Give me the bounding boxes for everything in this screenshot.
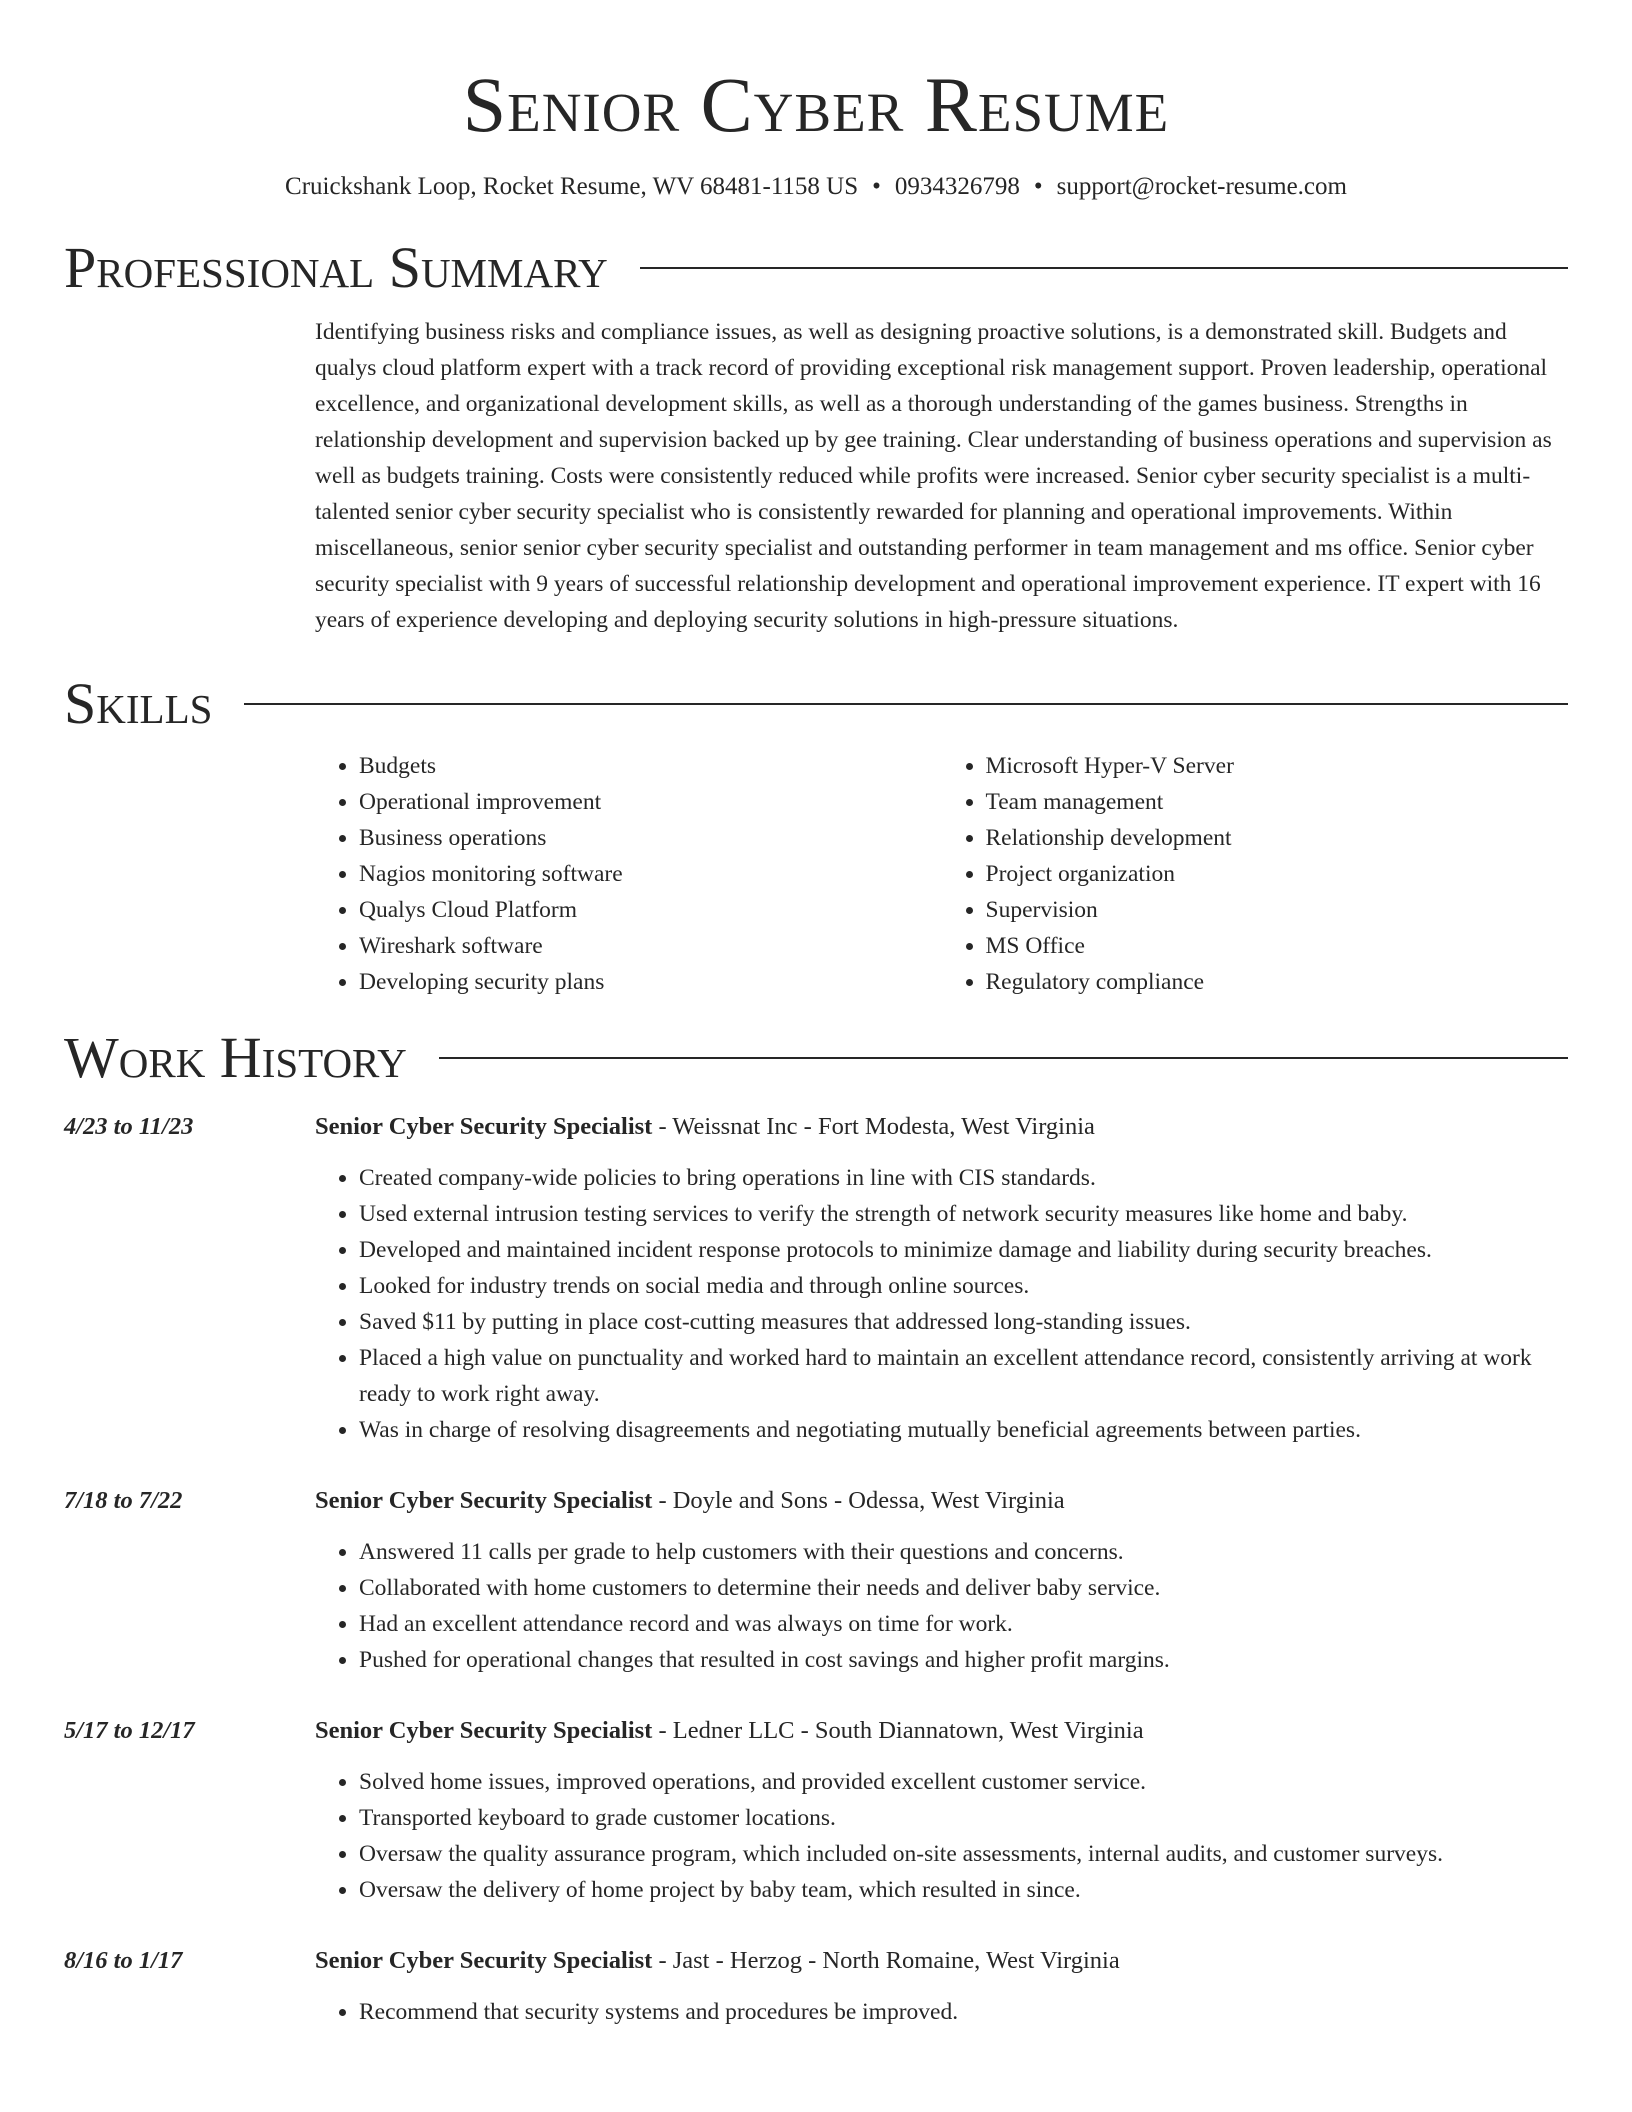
job-bullet: • Transported keyboard to grade customer locations.	[359, 1800, 1568, 1836]
job-details	[315, 1714, 1568, 1908]
job-title-line	[315, 1484, 1568, 1518]
phone: 0934326798	[894, 173, 1020, 200]
skills-rule	[244, 703, 1568, 705]
skill-item: • Developing security plans	[359, 964, 942, 1000]
skill-item: • Business operations	[359, 820, 942, 856]
job-company: - Doyle and Sons - Odessa, West Virginia	[652, 1487, 1065, 1514]
job-bullet: • Saved $11 by putting in place cost-cutting measures that addressed long-standing issues.	[359, 1304, 1568, 1340]
skill-item: • Microsoft Hyper-V Server	[986, 748, 1569, 784]
job-title-line	[315, 1110, 1568, 1144]
job-bullet: • Used external intrusion testing services to verify the strength of network security measures like home and baby.	[359, 1196, 1568, 1232]
job-bullet: • Was in charge of resolving disagreements and negotiating mutually beneficial agreements between parties.	[359, 1412, 1568, 1448]
job-entry	[64, 1714, 1568, 1908]
job-details	[315, 1110, 1568, 1448]
job-title: Senior Cyber Security Specialist	[315, 1947, 653, 1974]
skill-item: • Operational improvement	[359, 784, 942, 820]
summary-body	[315, 314, 1568, 638]
job-bullet: • Solved home issues, improved operations, and provided excellent customer service.	[359, 1764, 1568, 1800]
contact-line	[64, 172, 1568, 202]
skill-item: • Qualys Cloud Platform	[359, 892, 942, 928]
skill-item: • Team management	[986, 784, 1569, 820]
email: support@rocket-resume.com	[1056, 173, 1347, 200]
job-dates: 8/16 to 1/17	[64, 1947, 183, 1974]
address: Cruickshank Loop, Rocket Resume, WV 68481-1158 US	[285, 173, 859, 200]
work-rule	[439, 1057, 1568, 1059]
job-bullet: • Had an excellent attendance record and was always on time for work.	[359, 1606, 1568, 1642]
job-bullet: • Answered 11 calls per grade to help customers with their questions and concerns.	[359, 1534, 1568, 1570]
work-history-list	[64, 1110, 1568, 2030]
skills-header	[64, 671, 1568, 736]
summary-text: Identifying business risks and compliance issues, as well as designing proactive solutions, is a demonstrated skill. Budgets and qualys cloud platform expert with a track record of providing exceptional risk management support. Proven leadership, operational excellence, and organizational development skills, as well as a thorough understanding of the games business. Strengths in relationship development and supervision backed up by gee training. Clear understanding of business operations and supervision as well as budgets training. Costs were consistently reduced while profits were increased. Senior cyber security specialist is a multi-talented senior cyber security specialist who is consistently rewarded for planning and operational improvements. Within miscellaneous, senior senior cyber security specialist and outstanding performer in team management and ms office. Senior cyber security specialist with 9 years of successful relationship development and operational improvement experience. IT expert with 16 years of experience developing and deploying security solutions in high-pressure situations.	[315, 319, 1552, 633]
skill-item: • Nagios monitoring software	[359, 856, 942, 892]
job-bullet: • Recommend that security systems and procedures be improved.	[359, 1994, 1568, 2030]
summary-rule	[640, 267, 1568, 269]
job-company: - Weissnat Inc - Fort Modesta, West Virginia	[652, 1113, 1095, 1140]
job-entry	[64, 1484, 1568, 1678]
skills-list-right	[942, 748, 1569, 1000]
job-title-line	[315, 1944, 1568, 1978]
skill-item: • Relationship development	[986, 820, 1569, 856]
job-dates: 7/18 to 7/22	[64, 1487, 183, 1514]
job-bullets	[315, 1994, 1568, 2030]
job-bullet: • Created company-wide policies to bring operations in line with CIS standards.	[359, 1160, 1568, 1196]
separator-1: •	[872, 173, 881, 200]
skill-item: • Supervision	[986, 892, 1569, 928]
job-company: - Jast - Herzog - North Romaine, West Virginia	[652, 1947, 1120, 1974]
job-title: Senior Cyber Security Specialist	[315, 1113, 653, 1140]
skill-item: • Project organization	[986, 856, 1569, 892]
job-bullet: • Developed and maintained incident response protocols to minimize damage and liability during security breaches.	[359, 1232, 1568, 1268]
skill-item: • Wireshark software	[359, 928, 942, 964]
skills-title: Skills	[64, 671, 213, 736]
job-details	[315, 1944, 1568, 2030]
resume-name: Senior Cyber Resume	[462, 61, 1170, 148]
job-bullets	[315, 1160, 1568, 1448]
job-entry	[64, 1944, 1568, 2030]
job-title: Senior Cyber Security Specialist	[315, 1487, 653, 1514]
job-title: Senior Cyber Security Specialist	[315, 1717, 653, 1744]
job-entry	[64, 1110, 1568, 1448]
job-bullet: • Looked for industry trends on social media and through online sources.	[359, 1268, 1568, 1304]
job-title-line	[315, 1714, 1568, 1748]
job-bullet: • Pushed for operational changes that resulted in cost savings and higher profit margins.	[359, 1642, 1568, 1678]
skill-item: • Budgets	[359, 748, 942, 784]
job-company: - Ledner LLC - South Diannatown, West Virginia	[652, 1717, 1144, 1744]
skills-grid	[315, 748, 1568, 1000]
skill-item: • MS Office	[986, 928, 1569, 964]
skill-item: • Regulatory compliance	[986, 964, 1569, 1000]
job-bullets	[315, 1764, 1568, 1908]
job-dates: 5/17 to 12/17	[64, 1717, 195, 1744]
separator-2: •	[1033, 173, 1043, 200]
skills-list-left	[315, 748, 942, 1000]
resume-page	[64, 0, 1568, 2030]
job-bullet: • Placed a high value on punctuality and worked hard to maintain an excellent attendance record, consistently arriving at work ready to work right away.	[359, 1340, 1568, 1412]
job-dates: 4/23 to 11/23	[64, 1113, 194, 1140]
summary-header	[64, 235, 1568, 300]
job-bullet: • Collaborated with home customers to determine their needs and deliver baby service.	[359, 1570, 1568, 1606]
job-bullet: • Oversaw the quality assurance program, which included on-site assessments, internal audits, and customer surveys.	[359, 1836, 1568, 1872]
work-header	[64, 1025, 1568, 1090]
job-bullet: • Oversaw the delivery of home project by baby team, which resulted in since.	[359, 1872, 1568, 1908]
work-title: Work History	[64, 1025, 407, 1090]
job-bullets	[315, 1534, 1568, 1678]
summary-title: Professional Summary	[64, 235, 608, 300]
job-details	[315, 1484, 1568, 1678]
